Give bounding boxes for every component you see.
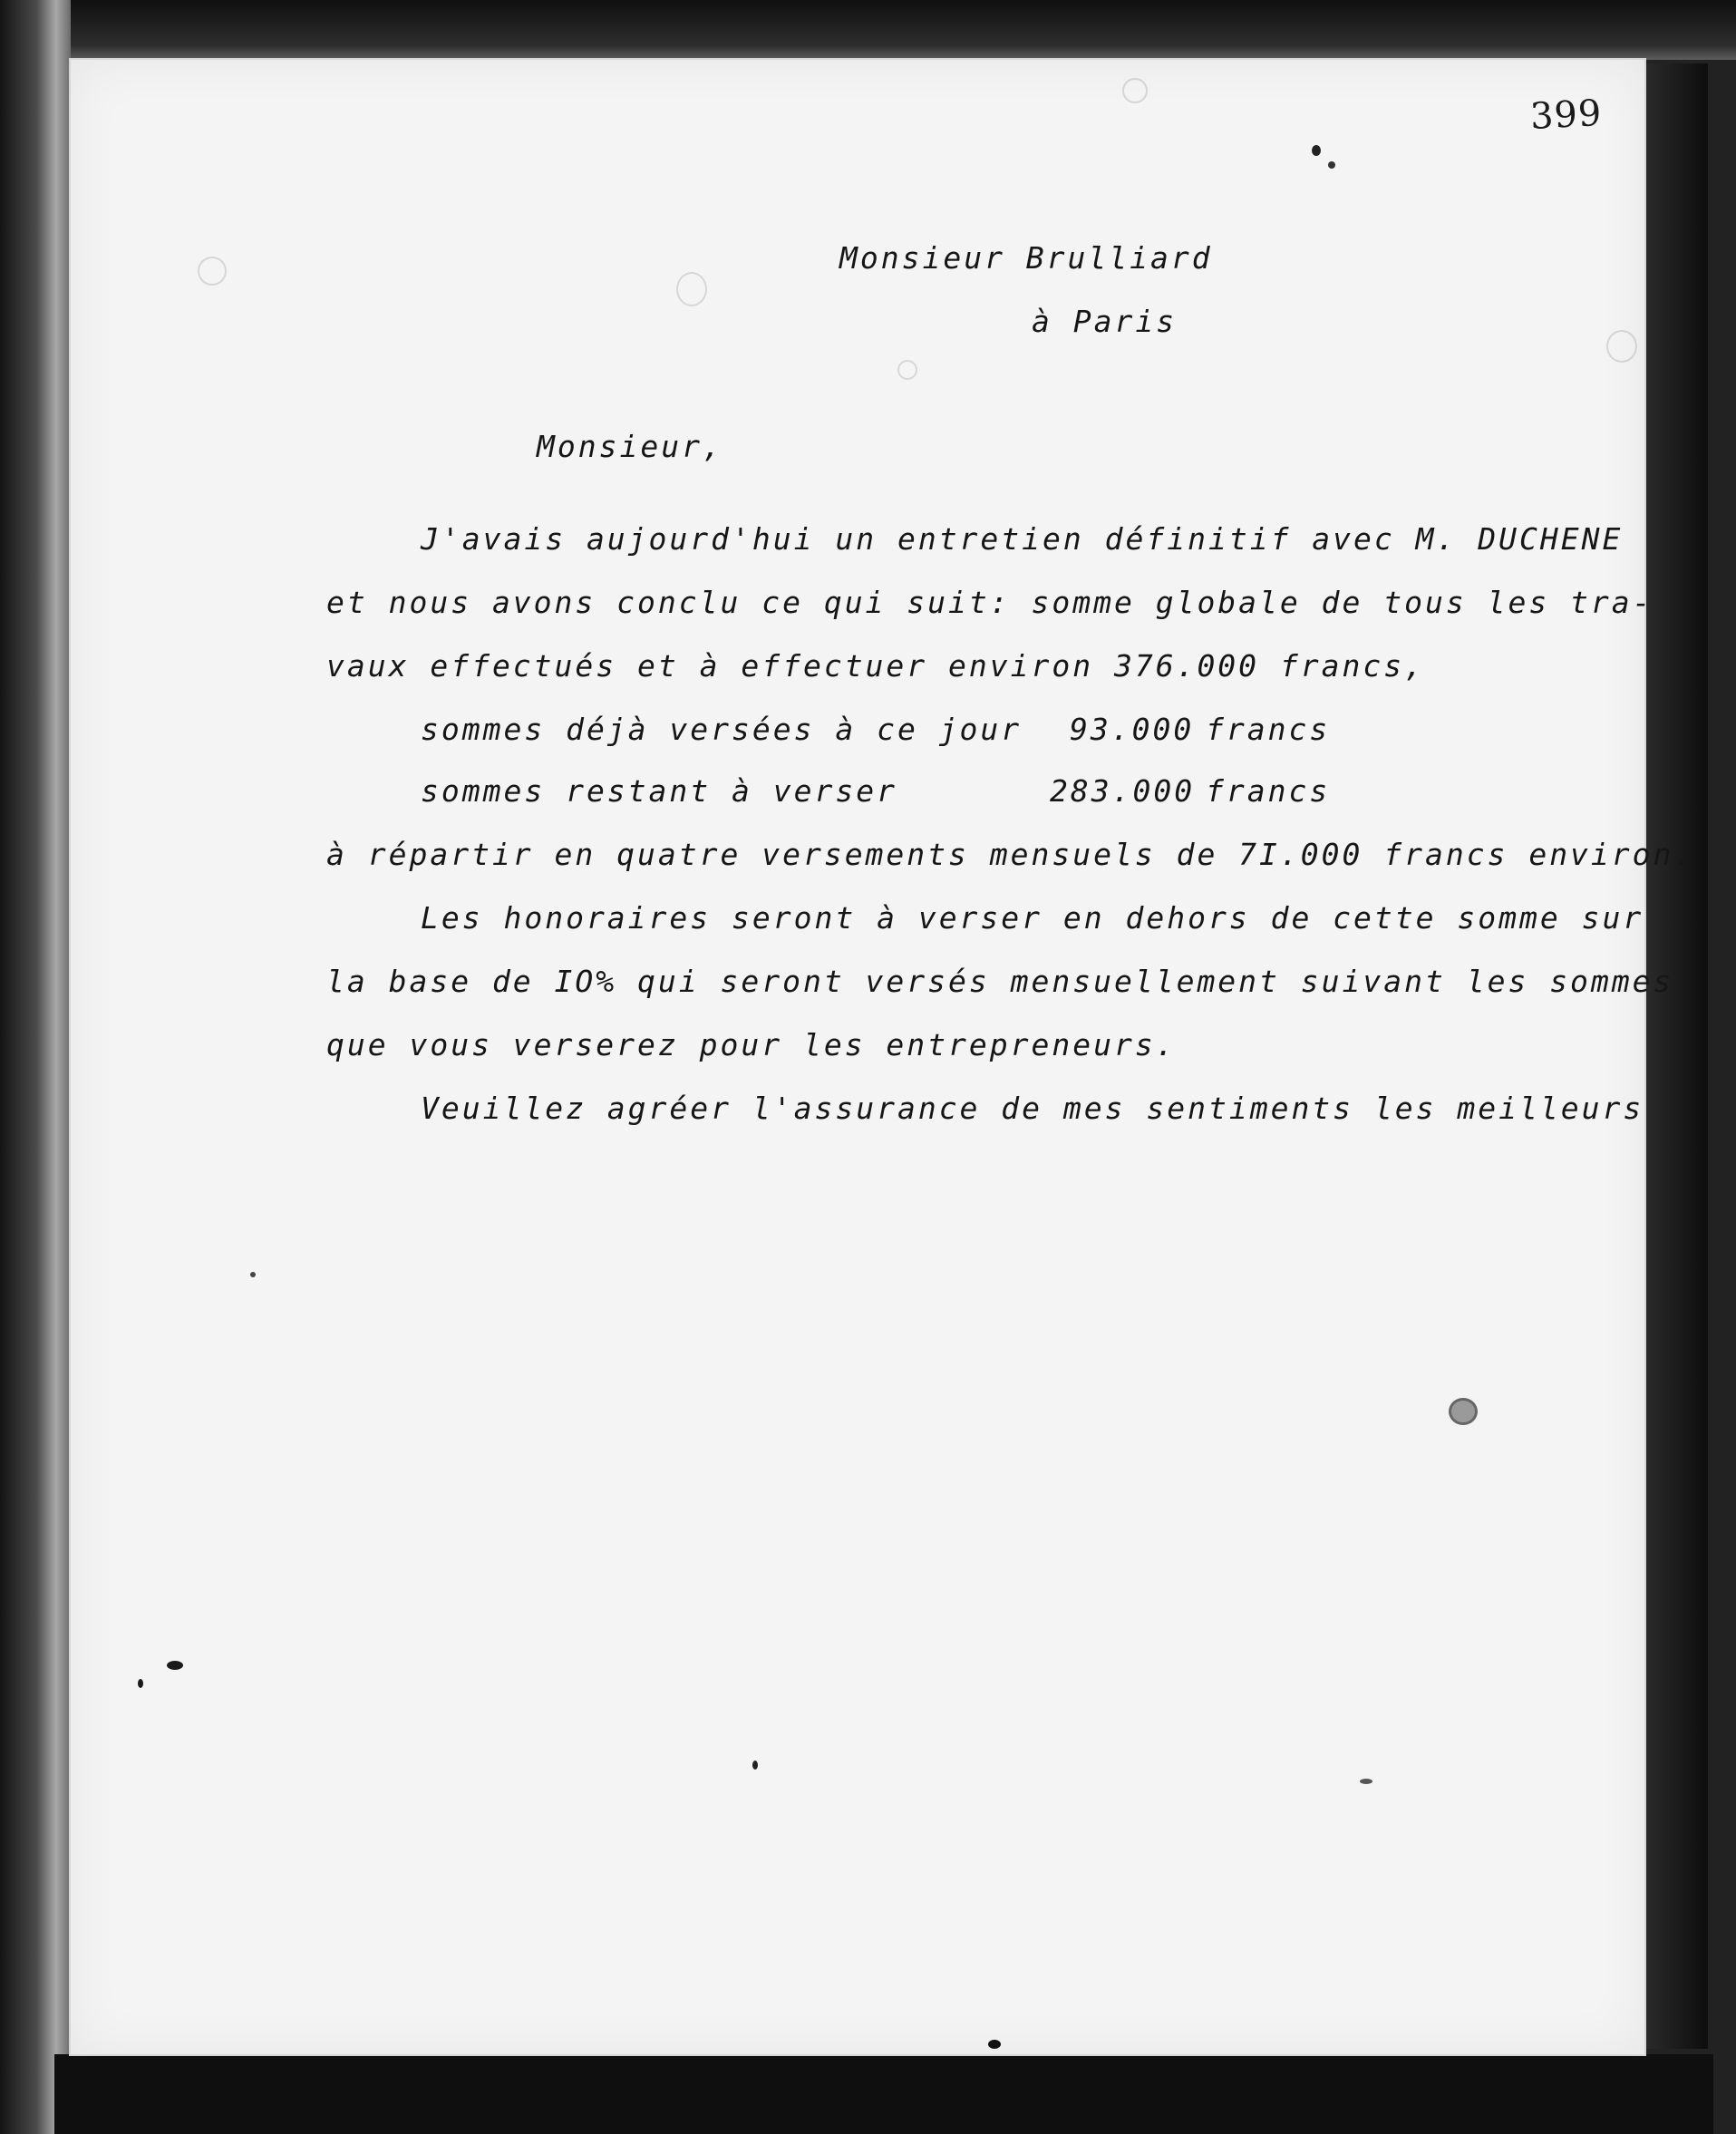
right-film-edge: [1644, 63, 1708, 2049]
speck-ring: [1122, 78, 1148, 103]
ink-speck: [752, 1761, 758, 1770]
sum-label: sommes déjà versées à ce jour: [421, 712, 1023, 747]
ink-speck: [1328, 161, 1335, 169]
sum-unit: francs: [1206, 773, 1331, 809]
sum-label: sommes restant à verser: [421, 773, 897, 809]
body-line: que vous verserez pour les entrepreneurs.: [326, 1027, 1177, 1062]
recipient-name: Monsieur Brulliard: [839, 240, 1213, 276]
ink-speck: [988, 2040, 1001, 2049]
speck-ring: [198, 257, 227, 286]
speck-ring: [897, 360, 917, 380]
ink-speck: [1449, 1398, 1478, 1425]
sum-unit: francs: [1206, 712, 1331, 747]
ink-speck: [138, 1679, 143, 1688]
body-line: et nous avons conclu ce qui suit: somme globale de tous les tra-: [326, 585, 1654, 620]
left-film-edge: [0, 0, 71, 2134]
sum-amount: 283.000: [1050, 773, 1196, 809]
body-line: vaux effectués et à effectuer environ 376.000 francs,: [326, 648, 1425, 684]
recipient-city: à Paris: [1032, 304, 1178, 339]
speck-ring: [676, 272, 707, 306]
ink-speck: [1312, 145, 1321, 156]
speck-ring: [1606, 330, 1637, 363]
body-line: J'avais aujourd'hui un entretien définitif avec M. DUCHENE: [421, 521, 1624, 557]
bottom-film-edge: [54, 2054, 1713, 2134]
ink-speck: [1360, 1779, 1372, 1784]
ink-speck: [167, 1661, 183, 1670]
ink-speck: [250, 1272, 256, 1277]
salutation: Monsieur,: [537, 429, 723, 464]
sum-amount: 93.000: [1070, 712, 1195, 747]
top-film-edge: [71, 0, 1736, 60]
body-line: la base de IO% qui seront versés mensuellement suivant les sommes: [326, 964, 1674, 999]
folio-number: 399: [1528, 92, 1604, 139]
body-line: Les honoraires seront à verser en dehors de cette somme sur: [421, 900, 1644, 936]
closing-line: Veuillez agréer l'assurance de mes sentiments les meilleurs: [421, 1091, 1644, 1126]
body-line: à répartir en quatre versements mensuels de 7I.000 francs environ.: [326, 837, 1695, 872]
